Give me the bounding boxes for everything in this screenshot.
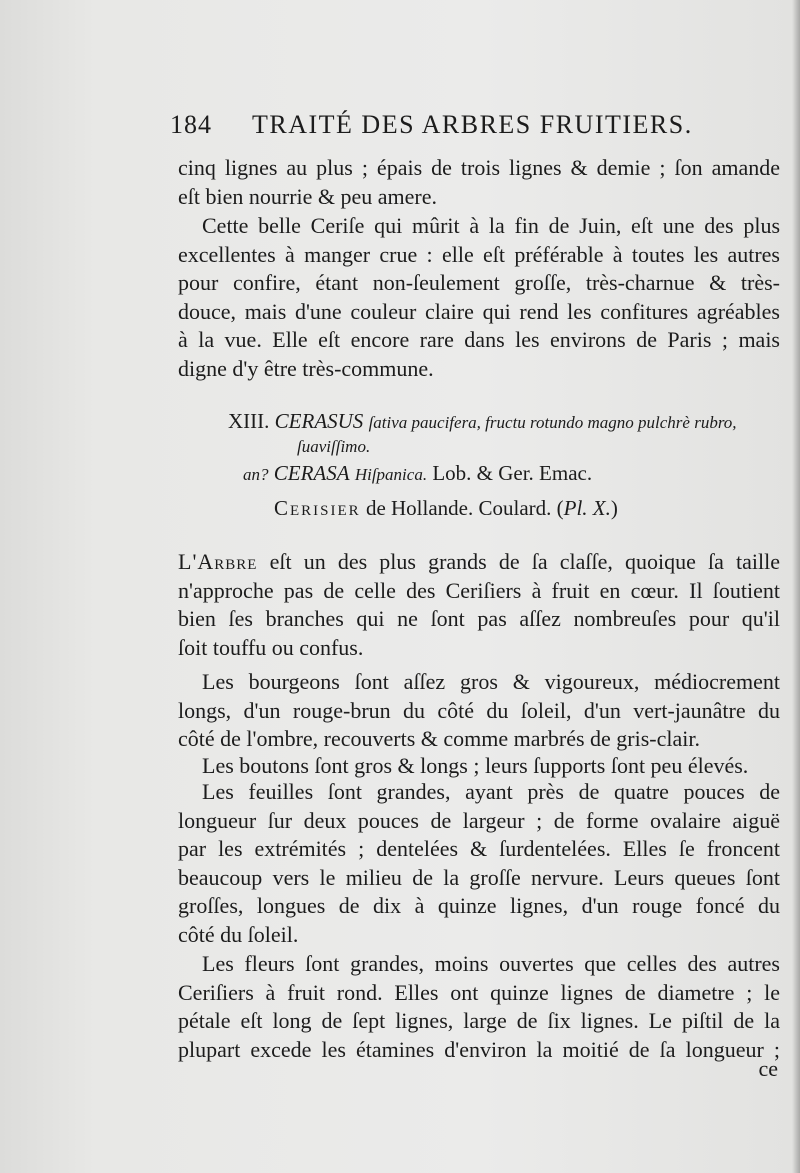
- text-line: par les extrémités ; dentelées & ſurdentelées. Elles ſe froncent: [178, 836, 780, 861]
- entry-common-name-line: [274, 496, 800, 521]
- text-line: Les bourgeons ſont aſſez gros & vigoureux, médiocrement: [202, 669, 780, 694]
- entry-an-prefix: an?: [243, 465, 269, 484]
- text-fragment: eſt un des plus grands de ſa claſſe, quoique ſa taille: [257, 549, 780, 574]
- text-line: douce, mais d'une couleur claire qui rend les confitures agréables: [178, 298, 780, 324]
- text-line: côté du ſoleil.: [178, 921, 299, 947]
- entry-reference: Lob. & Ger. Emac.: [432, 461, 593, 485]
- entry-synonym-line: [243, 461, 800, 486]
- text-line: plupart excede les étamines d'environ la moitié de ſa longueur ;: [178, 1036, 780, 1062]
- page-edge-shadow: [792, 0, 800, 1173]
- entry-cerisier: Cerisier: [274, 496, 361, 520]
- text-line: cinq lignes au plus ; épais de trois lignes & demie ; ſon amande: [178, 155, 780, 180]
- paragraph-continued: [178, 154, 780, 211]
- entry-hispanica: Hiſpanica.: [354, 465, 428, 484]
- text-line: beaucoup vers le milieu de la groſſe nervure. Leurs queues ſont: [178, 864, 780, 890]
- text-line: groſſes, longues de dix à quinze lignes, d'un rouge foncé du: [178, 893, 780, 918]
- text-line: excellentes à manger crue : elle eſt préférable à toutes les autres: [178, 241, 780, 267]
- paragraph-bourgeons: [178, 668, 780, 754]
- text-line: [178, 548, 780, 577]
- text-line: n'approche pas de celle des Ceriſiers à fruit en cœur. Il ſoutient: [178, 577, 780, 603]
- entry-genus2: CERASA: [273, 461, 350, 485]
- text-line: ſoit touffu ou confus.: [178, 634, 364, 660]
- text-line: bien ſes branches qui ne ſont pas aſſez nombreuſes pour qu'il: [178, 606, 780, 631]
- text-line: eſt bien nourrie & peu amere.: [178, 183, 438, 209]
- text-line: pétale eſt long de ſept lignes, large de ſix lignes. Le piſtil de la: [178, 1008, 780, 1033]
- entry-genus: CERASUS: [274, 409, 364, 433]
- text-line: Les feuilles ſont grandes, ayant près de quatre pouces de: [202, 779, 780, 804]
- entry-plate: Pl. X.: [563, 496, 611, 520]
- entry-close: ): [610, 496, 618, 520]
- paragraph-boutons: [178, 752, 780, 781]
- text-line: pour confire, étant non-ſeulement groſſe, très-charnue & très-: [178, 270, 780, 295]
- text-line: digne d'y être très-commune.: [178, 355, 434, 381]
- text-line: Les boutons ſont gros & longs ; leurs ſupports ſont peu élevés.: [202, 753, 749, 778]
- paragraph-arbre: [178, 548, 780, 662]
- paragraph-feuilles: [178, 778, 780, 949]
- entry-latin-line1: ſativa paucifera, fructu rotundo magno pulchrè rubro,: [368, 413, 737, 432]
- text-line: côté de l'ombre, recouverts & comme marbrés de gris-clair.: [178, 726, 700, 751]
- text-line: longs, d'un rouge-brun du côté du ſoleil, d'un vert-jaunâtre du: [178, 697, 780, 723]
- paragraph-fleurs: [178, 950, 780, 1064]
- entry-latin-line2: ſuaviſſimo.: [297, 437, 371, 456]
- text-line: Cette belle Ceriſe qui mûrit à la fin de Juin, eſt une des plus: [202, 213, 780, 238]
- entry-hollande: de Hollande. Coulard. (: [365, 496, 564, 520]
- page-number: 184: [170, 110, 212, 139]
- text-line: Les fleurs ſont grandes, moins ouvertes que celles des autres: [202, 951, 780, 976]
- running-header: [170, 110, 693, 140]
- entry-heading-line1: [228, 409, 800, 434]
- entry-heading-line2: [297, 433, 800, 458]
- text-line: à la vue. Elle eſt encore rare dans les environs de Paris ; mais: [178, 327, 780, 352]
- paragraph-lead-word: L'Arbre: [178, 549, 258, 574]
- paragraph-cerise: [178, 212, 780, 383]
- text-line: longueur ſur deux pouces de largeur ; de forme ovalaire aiguë: [178, 807, 780, 833]
- catchword: ce: [758, 1056, 778, 1081]
- running-title: TRAITÉ DES ARBRES FRUITIERS.: [252, 110, 693, 139]
- entry-number: XIII.: [228, 409, 270, 433]
- text-line: Ceriſiers à fruit rond. Elles ont quinze lignes de diametre ; le: [178, 979, 780, 1005]
